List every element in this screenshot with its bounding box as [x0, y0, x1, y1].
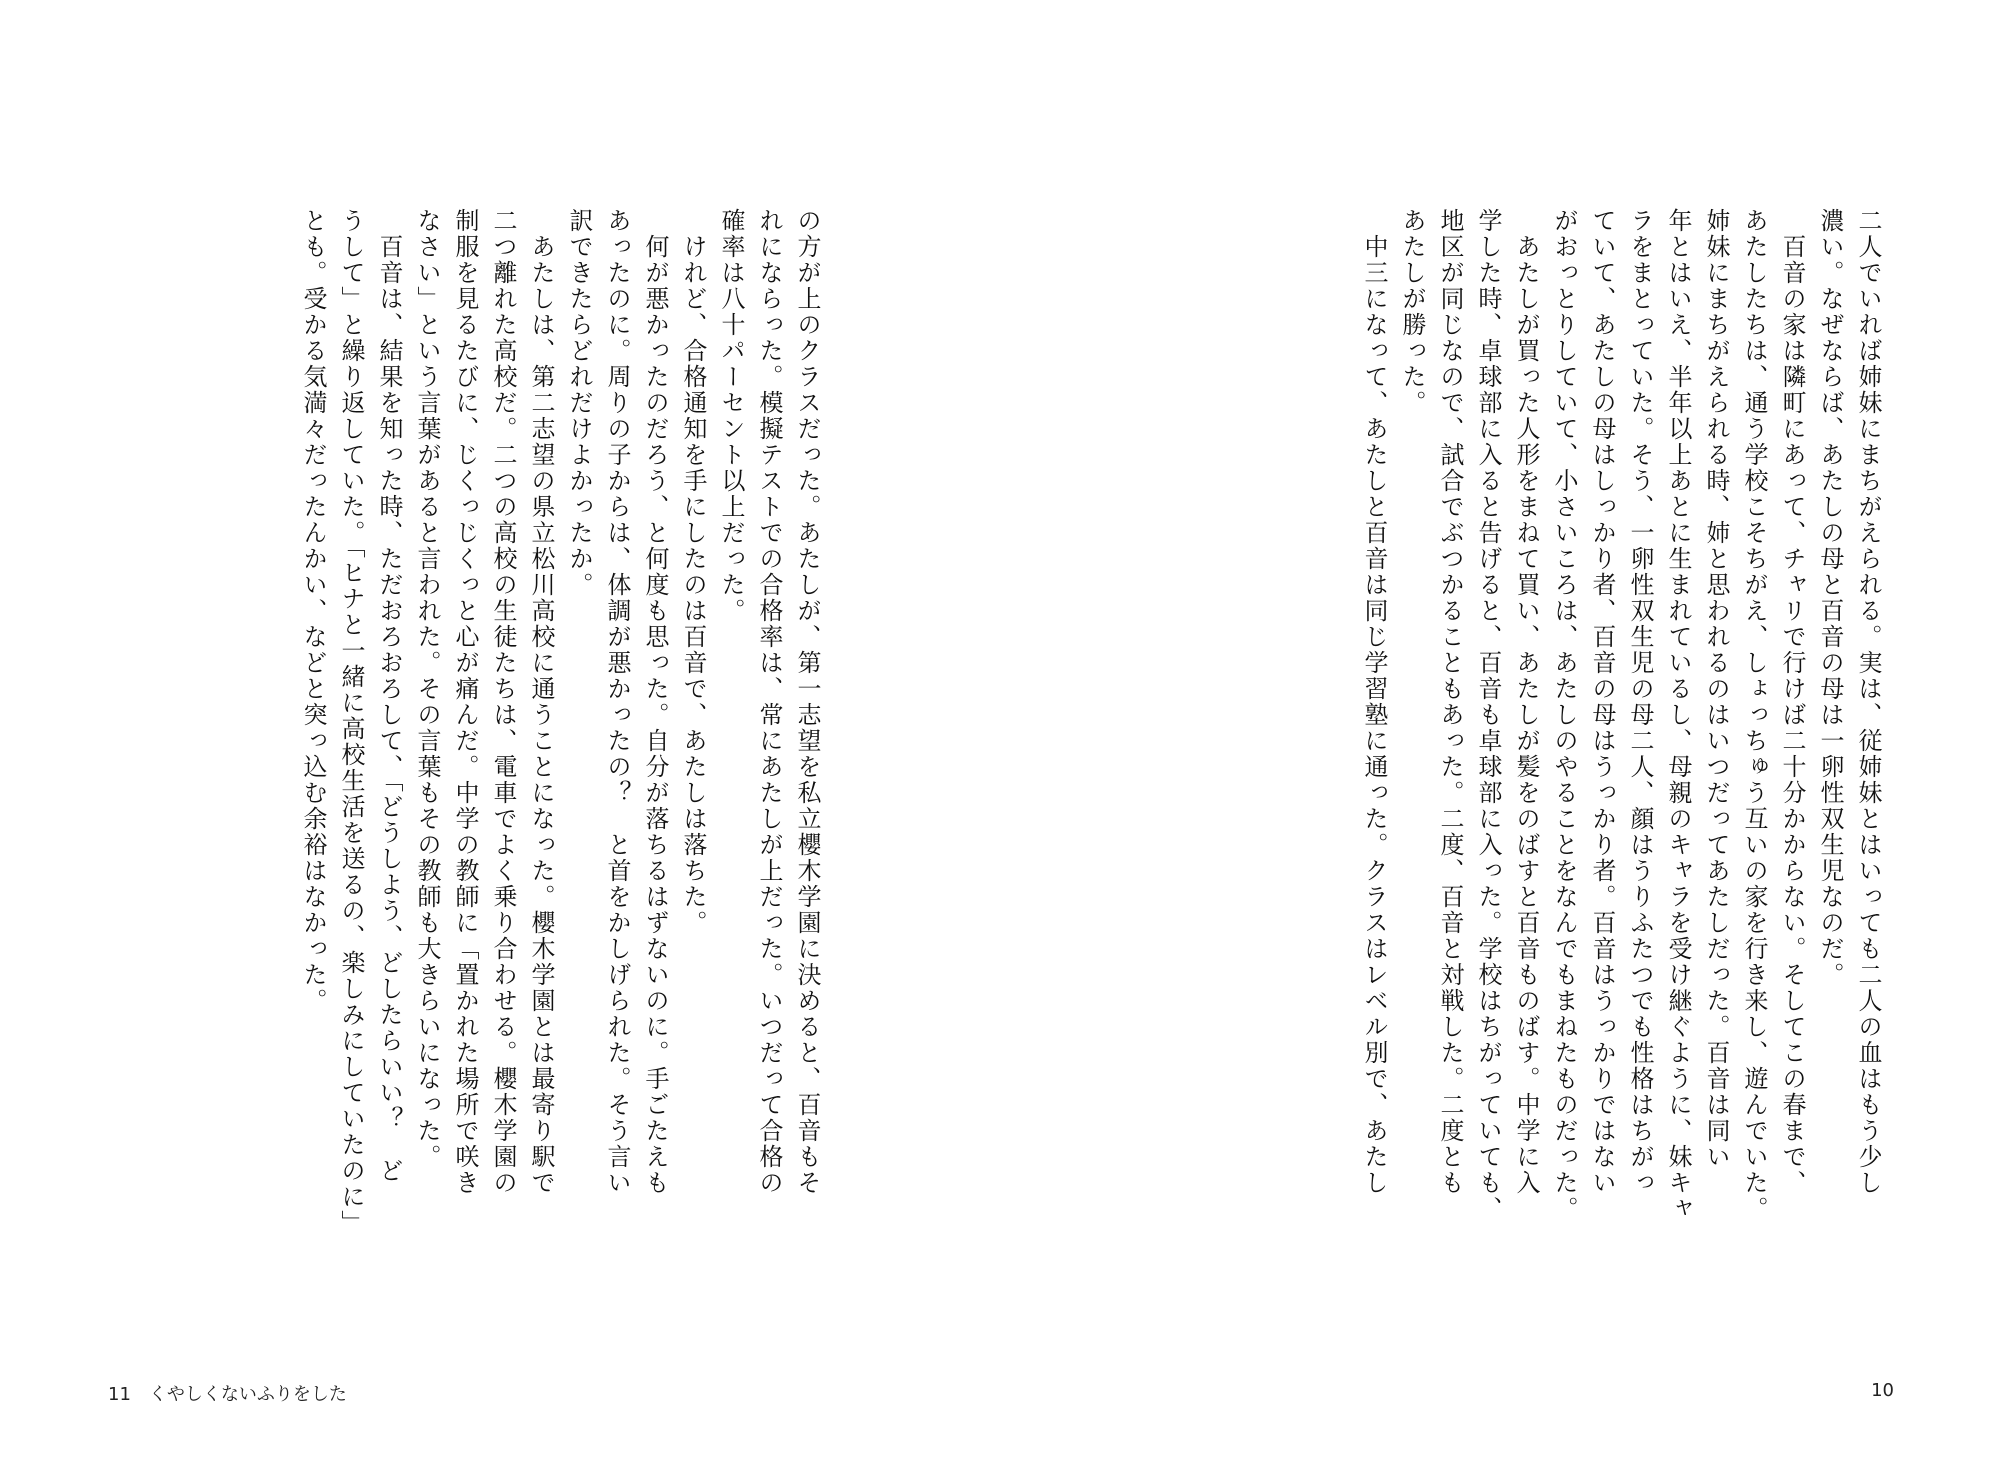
- left-page-body-text: [136, 208, 826, 1288]
- text-line: とも。受かる気満々だったんかい、などと突っ込む余裕はなかった。: [299, 208, 327, 1014]
- text-line: 中三になって、あたしと百音は同じ学習塾に通った。クラスはレベル別で、あたし: [1360, 208, 1388, 1196]
- text-line: なさい」という言葉があると言われた。その言葉もその教師も大きらいになった。: [413, 208, 441, 1170]
- right-page-body-text: [1183, 208, 1887, 1288]
- text-line: ていて、あたしの母はしっかり者、百音の母はうっかり者。百音はうっかりではない: [1588, 208, 1616, 1196]
- text-line: 二人でいれば姉妹にまちがえられる。実は、従姉妹とはいっても二人の血はもう少し: [1854, 208, 1882, 1196]
- text-line: あったのに。周りの子からは、体調が悪かったの？ と首をかしげられた。そう言い: [603, 208, 631, 1196]
- text-line: 百音の家は隣町にあって、チャリで行けば二十分かからない。そしてこの春まで、: [1778, 208, 1806, 1196]
- text-line: 百音は、結果を知った時、ただおろおろして、「どうしよう、どしたらいい？ ど: [375, 208, 403, 1184]
- text-line: 年とはいえ、半年以上あとに生まれているし、母親のキャラを受け継ぐように、妹キャ: [1664, 208, 1692, 1222]
- text-line: あたしは、第二志望の県立松川高校に通うことになった。櫻木学園とは最寄り駅で: [527, 208, 555, 1196]
- text-line: けれど、合格通知を手にしたのは百音で、あたしは落ちた。: [679, 208, 707, 936]
- text-line: 地区が同じなので、試合でぶつかることもあった。二度、百音と対戦した。二度とも: [1436, 208, 1464, 1196]
- text-line: 濃い。なぜならば、あたしの母と百音の母は一卵性双生児なのだ。: [1816, 208, 1844, 988]
- text-line: 何が悪かったのだろう、と何度も思った。自分が落ちるはずないのに。手ごたえも: [641, 208, 669, 1196]
- text-line: れにならった。模擬テストでの合格率は、常にあたしが上だった。いつだって合格の: [755, 208, 783, 1196]
- text-line: がおっとりしていて、小さいころは、あたしのやることをなんでもまねたものだった。: [1550, 208, 1578, 1222]
- text-line: あたしたちは、通う学校こそちがえ、しょっちゅう互いの家を行き来し、遊んでいた。: [1740, 208, 1768, 1222]
- text-line: 二つ離れた高校だ。二つの高校の生徒たちは、電車でよく乗り合わせる。櫻木学園の: [489, 208, 517, 1196]
- right-page-footer: [1871, 1380, 1894, 1401]
- page-number: 11: [108, 1384, 131, 1405]
- running-title: くやしくないふりをした: [148, 1384, 347, 1405]
- text-line: の方が上のクラスだった。あたしが、第一志望を私立櫻木学園に決めると、百音もそ: [793, 208, 821, 1196]
- text-line: ラをまとっていた。そう、一卵性双生児の母二人、顔はうりふたつでも性格はちがっ: [1626, 208, 1654, 1196]
- text-line: 制服を見るたびに、じくっじくっと心が痛んだ。中学の教師に「置かれた場所で咲き: [451, 208, 479, 1196]
- text-line: あたしが買った人形をまねて買い、あたしが髪をのばすと百音ものばす。中学に入: [1512, 208, 1540, 1196]
- text-line: 確率は八十パーセント以上だった。: [717, 208, 745, 624]
- text-line: あたしが勝った。: [1398, 208, 1426, 416]
- right-page: [1000, 0, 2000, 1469]
- text-line: うして」と繰り返していた。「ヒナと一緒に高校生活を送るの、楽しみにしていたのに」: [337, 208, 365, 1236]
- page-number: 10: [1871, 1380, 1894, 1401]
- left-page-footer: [108, 1380, 347, 1406]
- text-line: 姉妹にまちがえられる時、姉と思われるのはいつだってあたしだった。百音は同い: [1702, 208, 1730, 1170]
- text-line: 学した時、卓球部に入ると告げると、百音も卓球部に入った。学校はちがっていても、: [1474, 208, 1502, 1222]
- text-line: 訳できたらどれだけよかったか。: [565, 208, 593, 598]
